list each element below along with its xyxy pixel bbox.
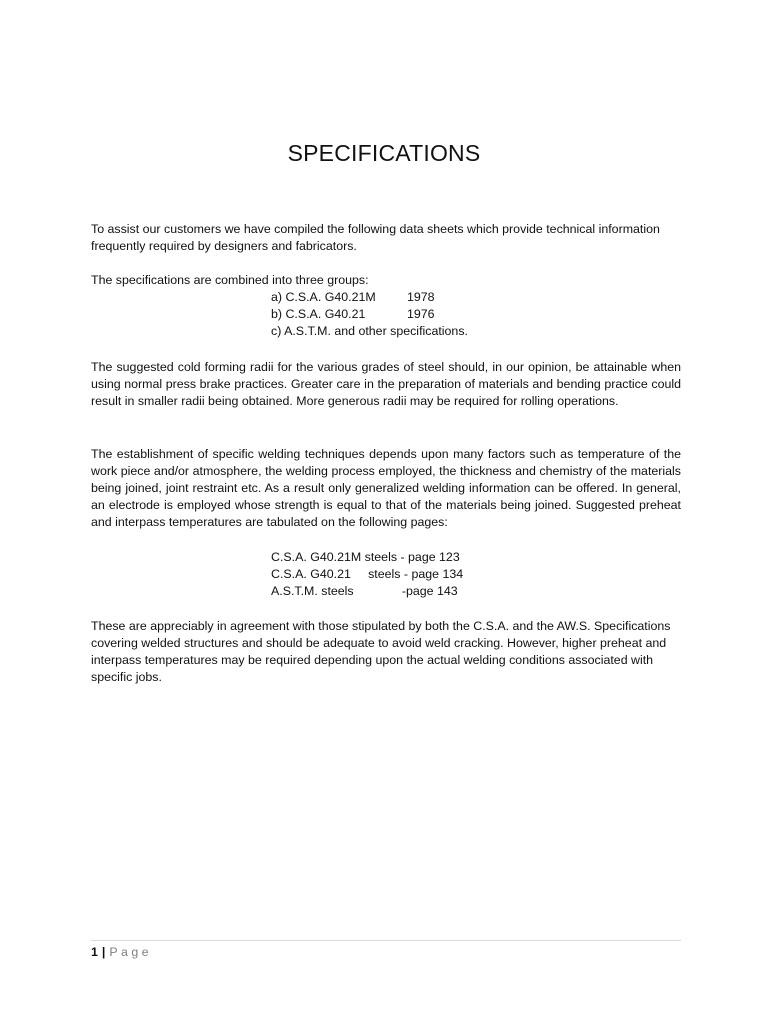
list-item <box>271 549 463 566</box>
list-item <box>271 323 468 340</box>
spec-group-year: 1978 <box>407 290 435 304</box>
page-title: SPECIFICATIONS <box>287 140 481 166</box>
list-item <box>271 289 468 306</box>
closing-paragraph: These are appreciably in agreement with those stipulated by both the C.S.A. and the AW.S. Specifications covering welded structures and should be adequate to avoid weld cracking. However, higher preheat and interpass temperatures may be required depending upon the actual welding conditions associated with specific jobs. <box>91 619 671 684</box>
spec-group-code: b) C.S.A. G40.21 <box>271 307 366 321</box>
footer-divider <box>91 940 681 941</box>
footer-separator: | <box>101 945 106 959</box>
spec-group-year: 1976 <box>407 307 435 321</box>
page-references-list <box>271 549 463 600</box>
spec-group-code: a) C.S.A. G40.21M <box>271 290 376 304</box>
page-number: 1 <box>91 945 98 959</box>
page-label: Page <box>109 945 152 959</box>
groups-intro: The specifications are combined into three groups: <box>91 273 369 287</box>
page-reference: C.S.A. G40.21 steels - page 134 <box>271 567 464 581</box>
spec-groups-list <box>271 289 468 340</box>
spec-group-code: c) A.S.T.M. and other specifications. <box>271 324 468 338</box>
welding-paragraph: The establishment of specific welding techniques depends upon many factors such as temperature of the work piece and/or atmosphere, the welding process employed, the thickness and chemistry of the materials being joined, joint restraint etc. As a result only generalized welding information can be offered. In general, an electrode is employed whose strength is equal to that of the materials being joined. Suggested preheat and interpass temperatures are tabulated on the following pages: <box>91 447 681 529</box>
list-item <box>271 583 463 600</box>
page-footer <box>91 944 152 961</box>
page-reference: A.S.T.M. steels -page 143 <box>271 584 458 598</box>
list-item <box>271 306 468 323</box>
list-item <box>271 566 463 583</box>
page-reference: C.S.A. G40.21M steels - page 123 <box>271 550 460 564</box>
intro-paragraph: To assist our customers we have compiled the following data sheets which provide technical information frequently required by designers and fabricators. <box>91 222 660 253</box>
cold-forming-paragraph: The suggested cold forming radii for the various grades of steel should, in our opinion, be attainable when using normal press brake practices. Greater care in the preparation of materials and bending practice could result in smaller radii being obtained. More generous radii may be required for rolling operations. <box>91 360 681 408</box>
